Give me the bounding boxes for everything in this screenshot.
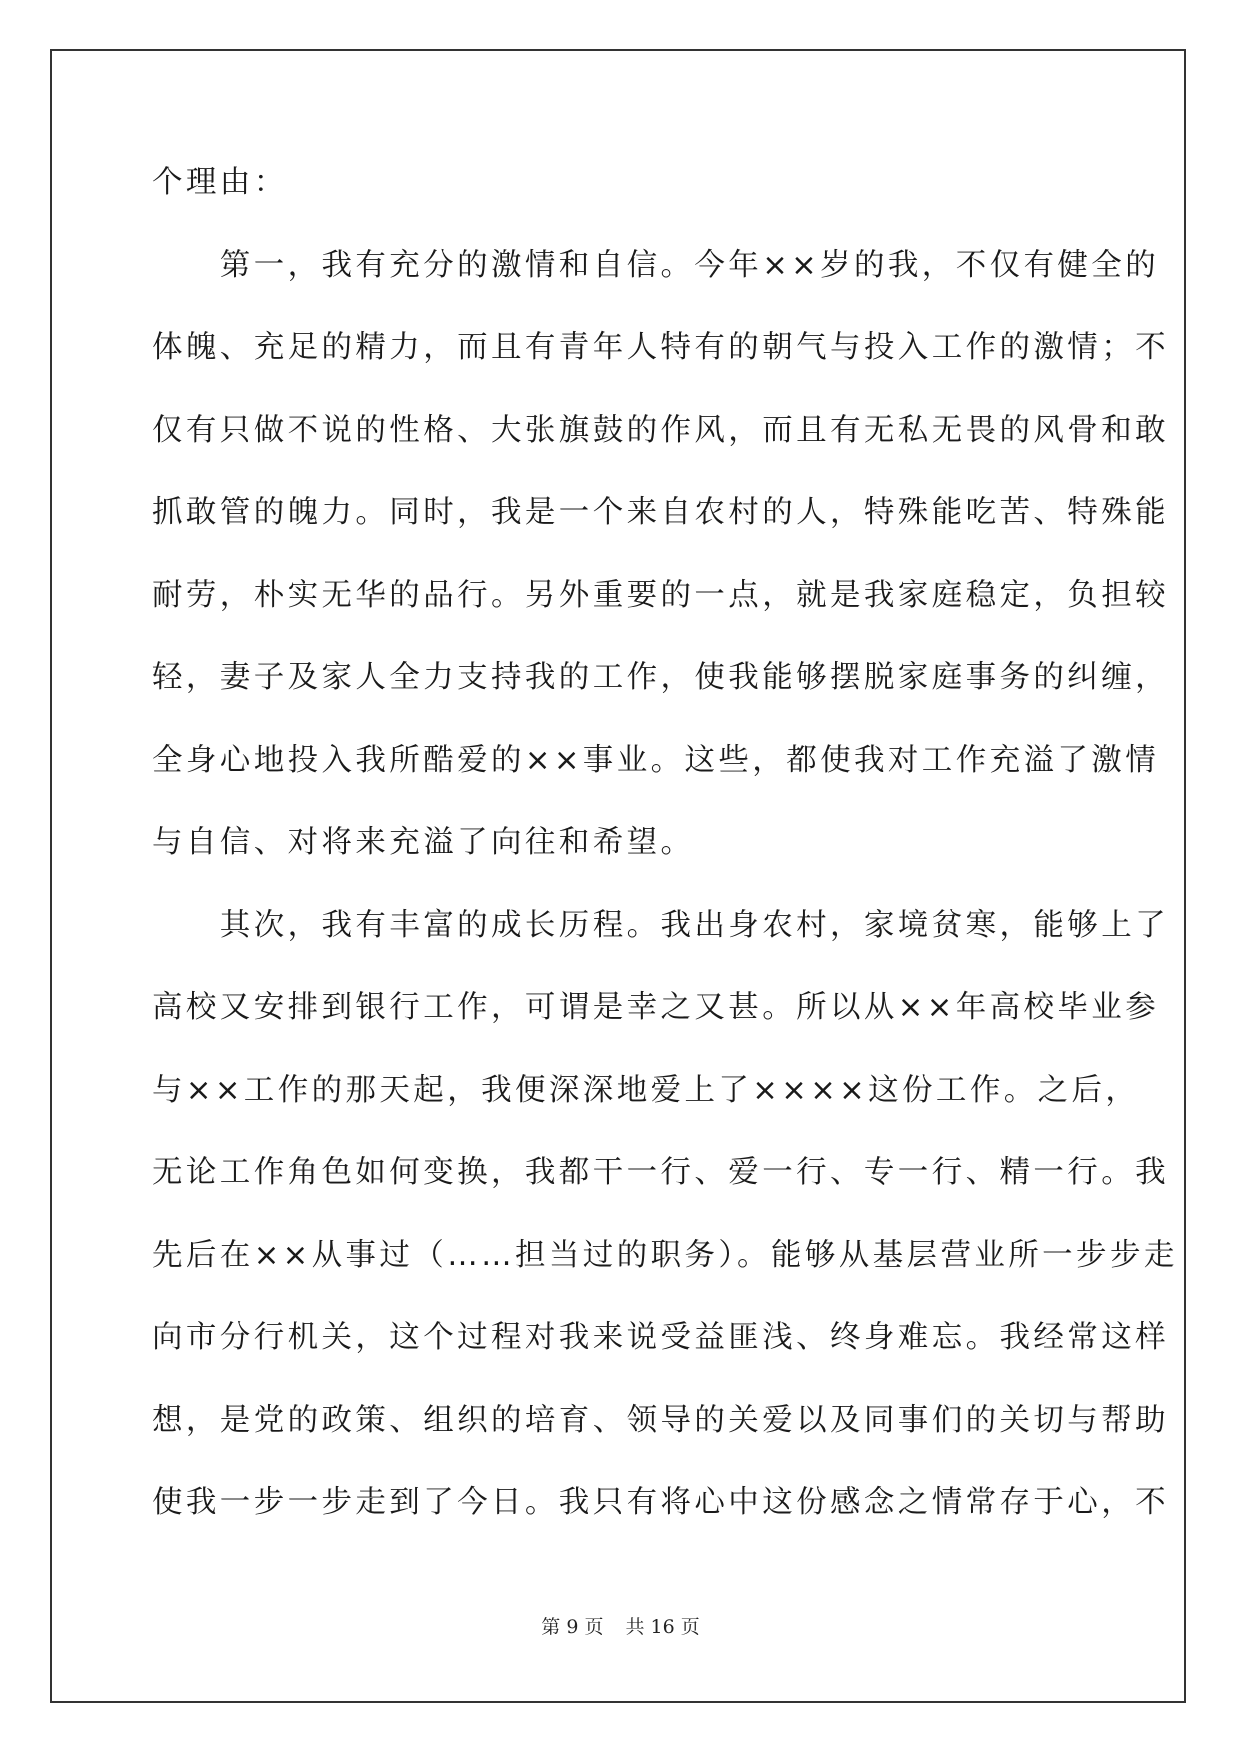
text-line: 全身心地投入我所酷爱的××事业。这些，都使我对工作充溢了激情 — [152, 742, 1160, 778]
text-line: 其次，我有丰富的成长历程。我出身农村，家境贫寒，能够上了 — [152, 907, 1169, 943]
page-footer — [0, 1612, 1241, 1639]
text-line: 体魄、充足的精力，而且有青年人特有的朝气与投入工作的激情；不 — [152, 330, 1169, 365]
text-line: 向市分行机关，这个过程对我来说受益匪浅、终身难忘。我经常这样 — [152, 1320, 1169, 1355]
text-line: 使我一步一步走到了今日。我只有将心中这份感念之情常存于心，不 — [152, 1485, 1169, 1520]
text-line: 轻，妻子及家人全力支持我的工作，使我能够摆脱家庭事务的纠缠， — [152, 660, 1169, 695]
page-number: 第 9 页 — [541, 1616, 604, 1638]
text-line: 与××工作的那天起，我便深深地爱上了××××这份工作。之后， — [152, 1072, 1140, 1108]
text-line: 仅有只做不说的性格、大张旗鼓的作风，而且有无私无畏的风骨和敢 — [152, 412, 1169, 448]
text-line: 与自信、对将来充溢了向往和希望。 — [152, 825, 695, 860]
document-body — [152, 163, 1178, 1566]
text-line: 高校又安排到银行工作，可谓是幸之又甚。所以从××年高校毕业参 — [152, 990, 1160, 1025]
text-line: 第一，我有充分的激情和自信。今年××岁的我，不仅有健全的 — [152, 247, 1160, 283]
text-line: 耐劳，朴实无华的品行。另外重要的一点，就是我家庭稳定，负担较 — [152, 577, 1169, 613]
text-line: 先后在××从事过（……担当过的职务）。能够从基层营业所一步步走 — [152, 1237, 1178, 1273]
text-line: 想，是党的政策、组织的培育、领导的关爱以及同事们的关切与帮助 — [152, 1402, 1169, 1438]
page-total: 共 16 页 — [625, 1616, 700, 1638]
text-line: 抓敢管的魄力。同时，我是一个来自农村的人，特殊能吃苦、特殊能 — [152, 495, 1169, 530]
text-line: 个理由： — [152, 165, 288, 200]
text-line: 无论工作角色如何变换，我都干一行、爱一行、专一行、精一行。我 — [152, 1155, 1169, 1190]
